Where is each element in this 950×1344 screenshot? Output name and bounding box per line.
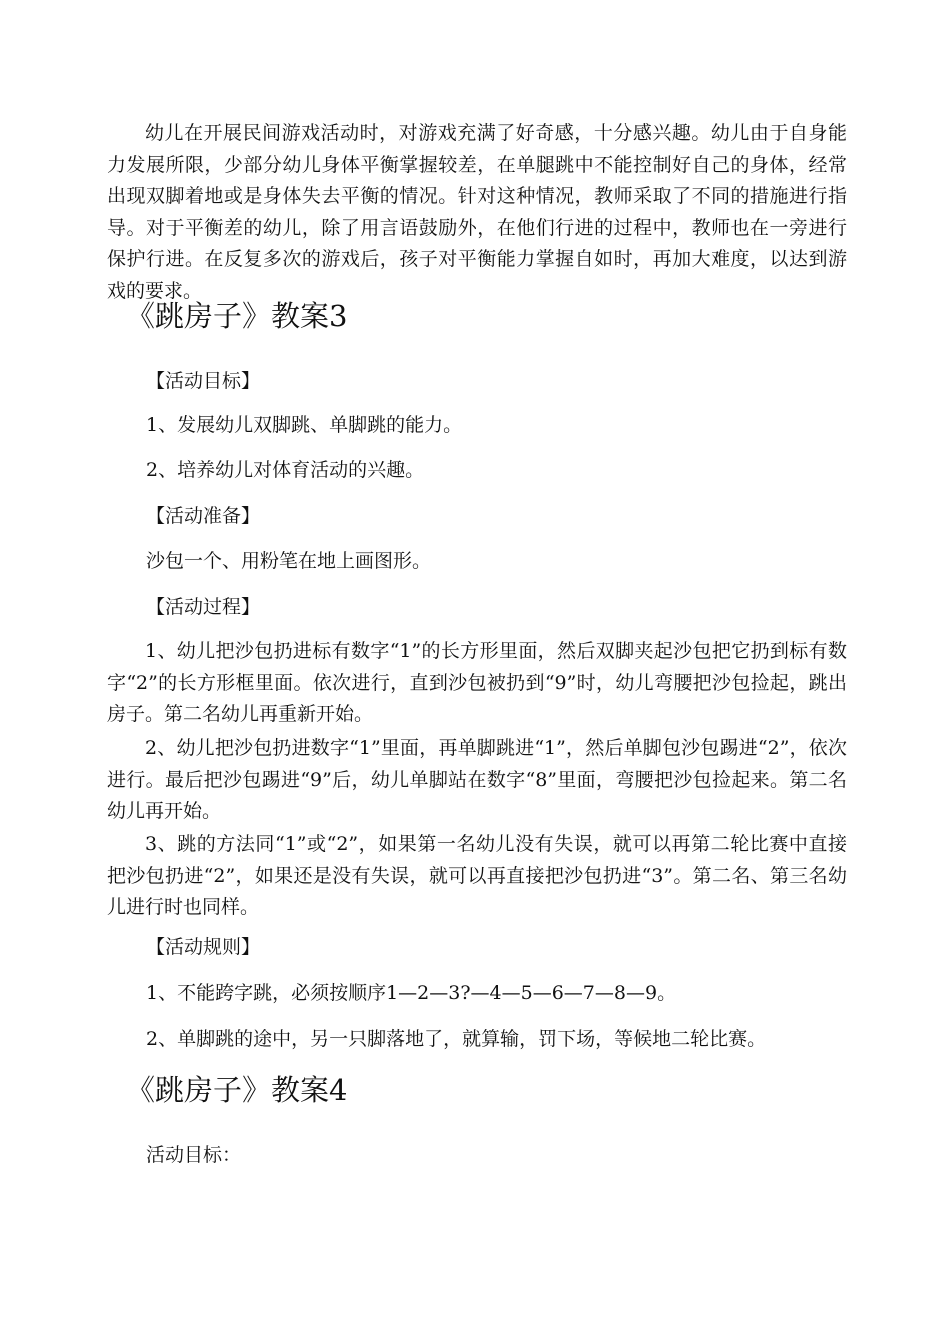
lesson3-prep-text: 沙包一个、用粉笔在地上画图形。 [146,550,432,572]
lesson3-rules-heading: 【活动规则】 [146,936,261,958]
lesson4-goals-heading: 活动目标： [146,1144,242,1166]
lesson3-goal-item: 1、发展幼儿双脚跳、单脚跳的能力。 [146,414,463,436]
lesson3-prep-heading: 【活动准备】 [146,505,261,527]
lesson3-rule-item: 2、单脚跳的途中，另一只脚落地了，就算输，罚下场，等候地二轮比赛。 [146,1028,767,1050]
lesson3-process-step: 3、跳的方法同“1”或“2”，如果第一名幼儿没有失误，就可以再第二轮比赛中直接把沙包扔进“2”，如果还是没有失误，就可以再直接把沙包扔进“3”。第二名、第三名幼儿进行时也同样。 [107,833,847,918]
lesson3-rule-item: 1、不能跨字跳，必须按顺序1—2—3?—4—5—6—7—8—9。 [146,982,677,1004]
intro-paragraph: 幼儿在开展民间游戏活动时，对游戏充满了好奇感，十分感兴趣。幼儿由于自身能力发展所限，少部分幼儿身体平衡掌握较差，在单腿跳中不能控制好自己的身体，经常出现双脚着地或是身体失去平衡的情况。针对这种情况，教师采取了不同的措施进行指导。对于平衡差的幼儿，除了用言语鼓励外，在他们行进的过程中，教师也在一旁进行保护行进。在反复多次的游戏后，孩子对平衡能力掌握自如时，再加大难度，以达到游戏的要求。 [107,122,847,302]
lesson3-process-heading: 【活动过程】 [146,596,261,618]
lesson3-goal-item: 2、培养幼儿对体育活动的兴趣。 [146,459,425,481]
lesson3-goals-heading: 【活动目标】 [146,370,261,392]
lesson3-process-step: 2、幼儿把沙包扔进数字“1”里面，再单脚跳进“1”，然后单脚包沙包踢进“2”，依次进行。最后把沙包踢进“9”后，幼儿单脚站在数字“8”里面，弯腰把沙包捡起来。第二名幼儿再开始。 [107,737,847,822]
lesson3-title: 《跳房子》教案3 [126,299,348,333]
lesson3-process-step: 1、幼儿把沙包扔进标有数字“1”的长方形里面，然后双脚夹起沙包把它扔到标有数字“2”的长方形框里面。依次进行，直到沙包被扔到“9”时，幼儿弯腰把沙包捡起，跳出房子。第二名幼儿再重新开始。 [107,640,847,725]
lesson4-title: 《跳房子》教案4 [126,1073,348,1107]
